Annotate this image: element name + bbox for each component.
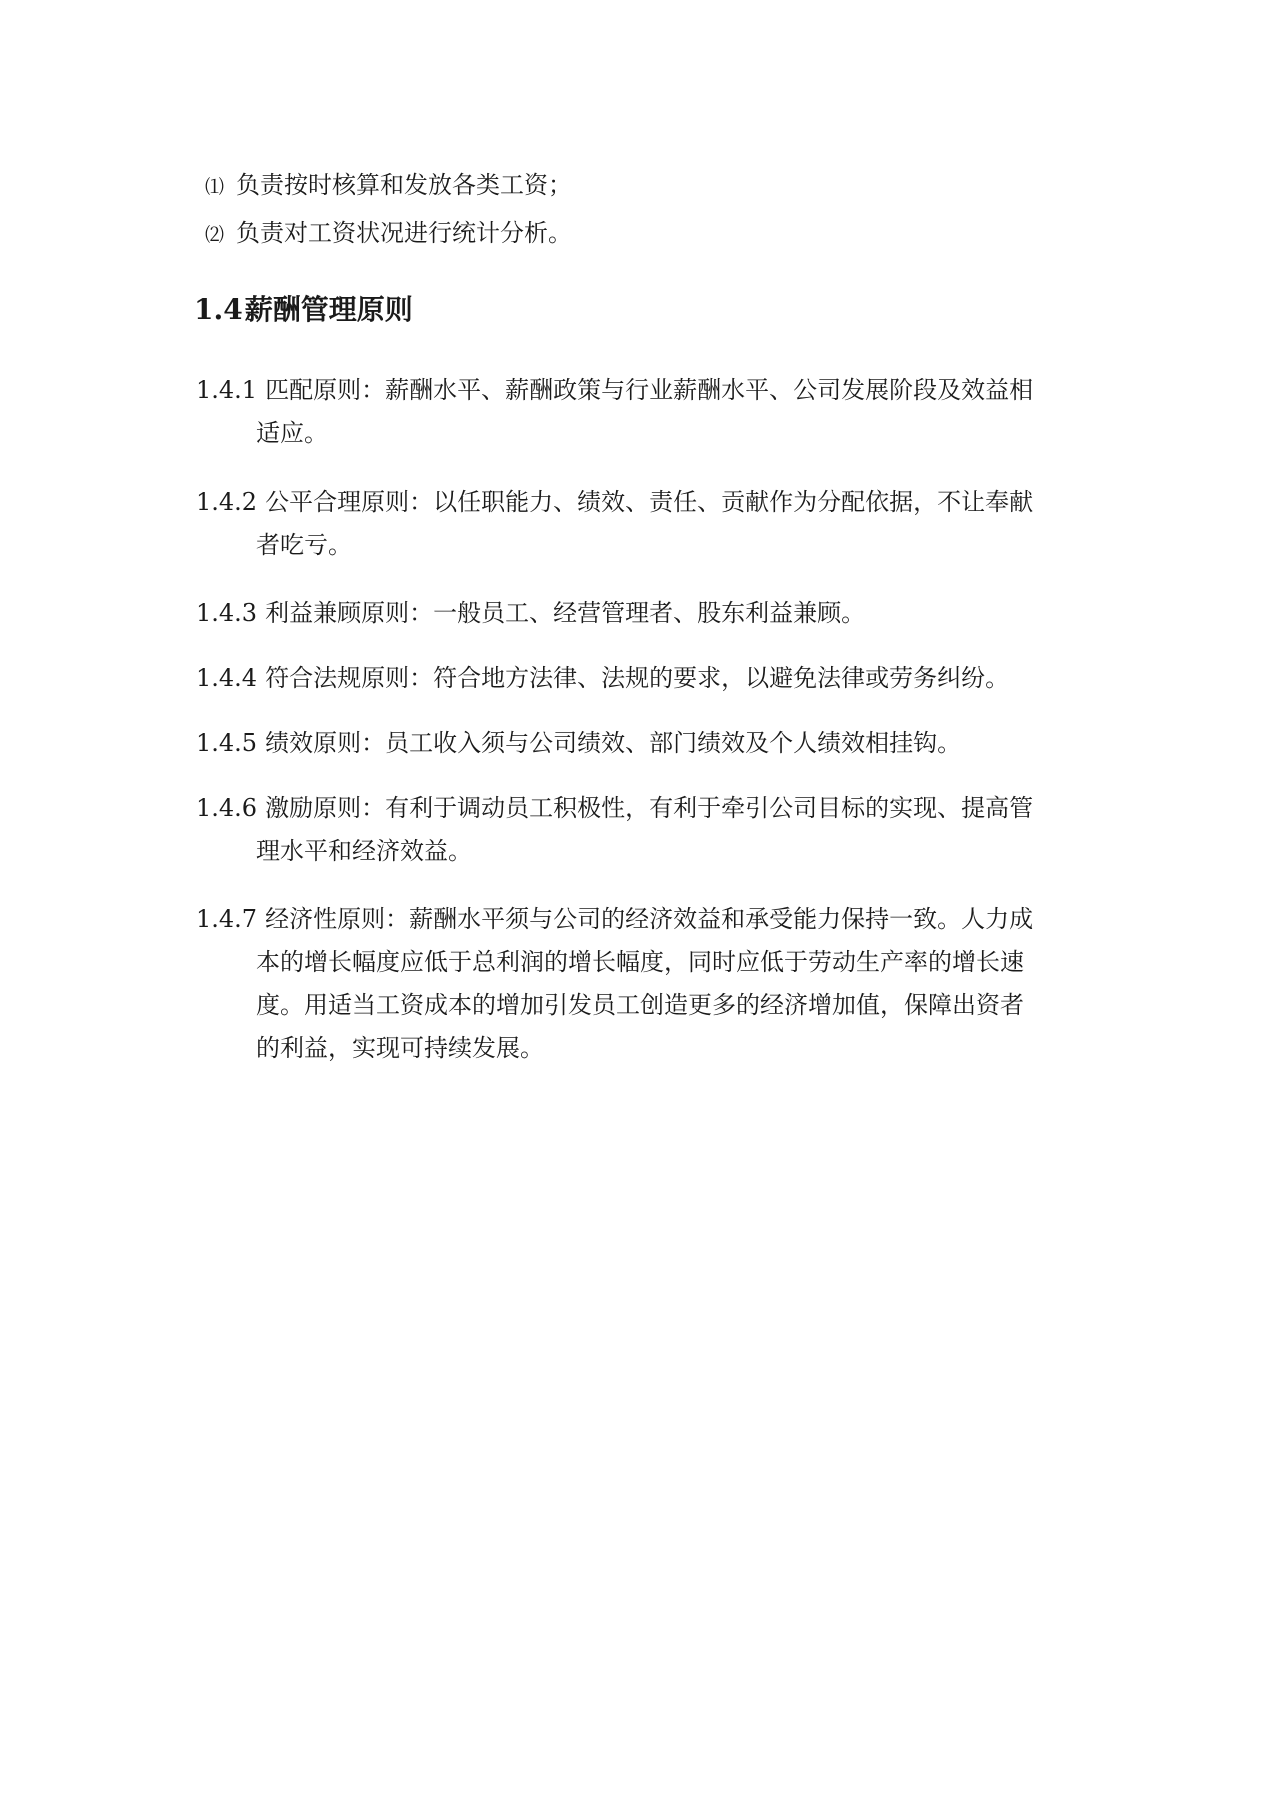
- clause-text: 匹配原则：薪酬水平、薪酬政策与行业薪酬水平、公司发展阶段及效益相: [265, 376, 1034, 404]
- clause-text: 的利益，实现可持续发展。: [256, 1034, 544, 1062]
- clause-1-4-2: [196, 481, 1096, 567]
- clause-1-4-4: [196, 657, 1096, 700]
- clause-1-4-5: [196, 722, 1096, 765]
- clause-1-4-7: [196, 898, 1096, 1070]
- clause-text: 本的增长幅度应低于总利润的增长幅度，同时应低于劳动生产率的增长速: [256, 948, 1024, 976]
- clause-number: 1.4.4: [196, 664, 258, 692]
- clause-number: 1.4.6: [196, 794, 258, 822]
- section-title: 薪酬管理原则: [244, 293, 413, 326]
- clause-text: 理水平和经济效益。: [256, 837, 472, 865]
- clause-text: 符合法规原则：符合地方法律、法规的要求，以避免法律或劳务纠纷。: [265, 664, 1010, 692]
- clause-1-4-3: [196, 592, 1096, 635]
- clause-1-4-6: [196, 787, 1096, 873]
- clause-text: 绩效原则：员工收入须与公司绩效、部门绩效及个人绩效相挂钩。: [265, 729, 962, 757]
- duty-text: 负责对工资状况进行统计分析。: [236, 219, 573, 247]
- clause-number: 1.4.7: [196, 905, 258, 933]
- clause-number: 1.4.2: [196, 488, 258, 516]
- clause-1-4-1: [196, 369, 1096, 455]
- clause-text: 经济性原则：薪酬水平须与公司的经济效益和承受能力保持一致。人力成: [265, 905, 1034, 933]
- duty-item: [205, 218, 572, 250]
- clause-text: 激励原则：有利于调动员工积极性，有利于牵引公司目标的实现、提高管: [265, 794, 1034, 822]
- clause-number: 1.4.1: [196, 376, 258, 404]
- section-heading: [194, 292, 413, 328]
- list-marker: ⑵: [205, 224, 225, 246]
- clause-text: 公平合理原则：以任职能力、绩效、责任、贡献作为分配依据，不让奉献: [265, 488, 1034, 516]
- clause-number: 1.4.3: [196, 599, 258, 627]
- clause-text: 度。用适当工资成本的增加引发员工创造更多的经济增加值，保障出资者: [256, 991, 1024, 1019]
- duty-item: [205, 170, 572, 202]
- clause-text: 利益兼顾原则：一般员工、经营管理者、股东利益兼顾。: [265, 599, 866, 627]
- clause-text: 适应。: [256, 419, 328, 447]
- clause-text: 者吃亏。: [256, 531, 352, 559]
- section-number: 1.4: [194, 293, 243, 326]
- list-marker: ⑴: [205, 176, 225, 198]
- duty-text: 负责按时核算和发放各类工资；: [236, 171, 573, 199]
- clause-number: 1.4.5: [196, 729, 258, 757]
